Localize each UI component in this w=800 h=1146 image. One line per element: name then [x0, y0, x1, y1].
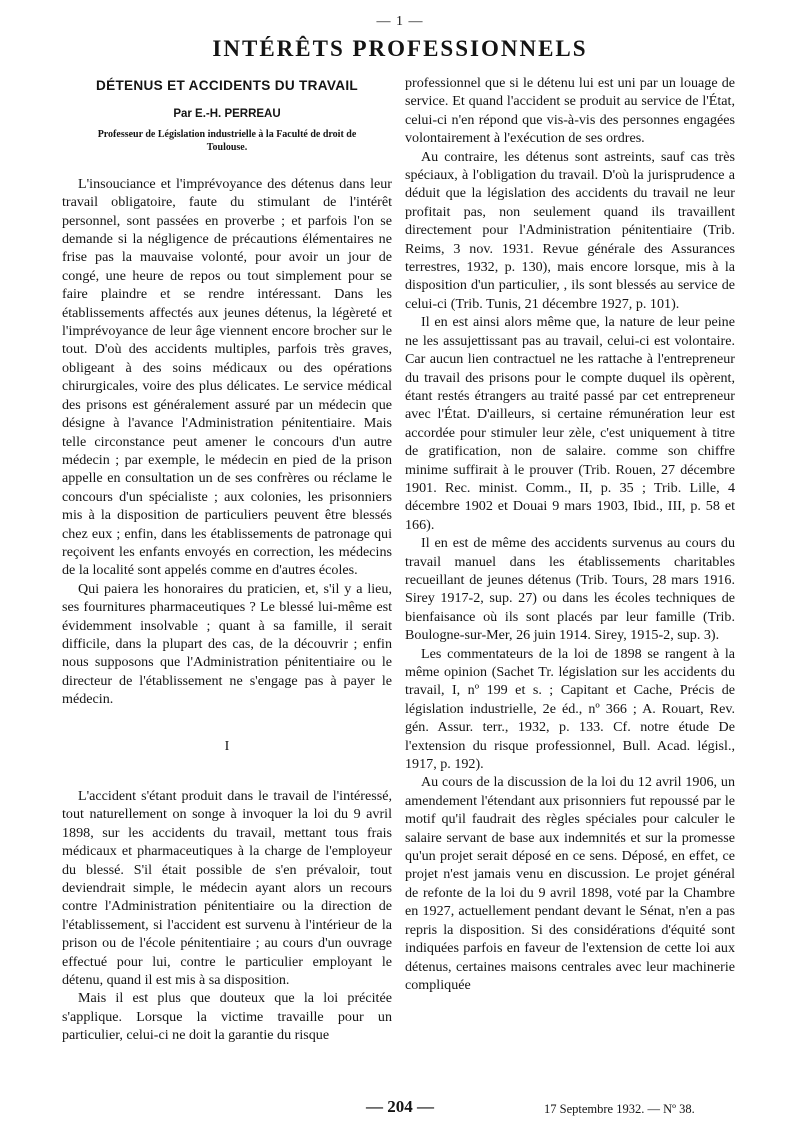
right-column [405, 74, 735, 994]
paragraph: Il en est ainsi alors même que, la nature de leur peine ne les assujettissant pas au travail, celui-ci est volontaire. Car aucun lien contractuel ne les rattache à l'entrepreneur du travail des prisons pour le compte duquel ils opèrent, étant restés étrangers au traité passé par cet entrepreneur avec l'État. D'ailleurs, si certaine rémunération leur est accordée pour stimuler leur zèle, c'est uniquement à titre de gratification, non de salaire. comme son chiffre minime suffirait à le prouver (Trib. Rouen, 27 décembre 1901. Rec. minist. Comm., II, p. 35 ; Trib. Lille, 4 décembre 1902 et Douai 9 mars 1903, Ibid., III, p. 58 et 166). [405, 314, 735, 533]
byline: Par E.-H. PERREAU [173, 108, 281, 121]
paragraph: Au contraire, les détenus sont astreints, sauf cas très spéciaux, à l'obligation du travail. D'où la jurisprudence a déduit que la législation des accidents du travail ne leur profitait pas, non seulement quand ils travaillent directement pour l'Administration pénitentiaire (Trib. Reims, 3 nov. 1931. Revue générale des Assurances terrestres, 1932, p. 130), mais encore lorsque, mis à la disposition d'un particulier, , ils sont blessés au service de celui-ci (Trib. Tunis, 21 décembre 1927, p. 101). [405, 148, 735, 312]
paragraph: Qui paiera les honoraires du praticien, et, s'il y a lieu, ses fournitures pharmaceutiques ? Le blessé lui-même est évidemment insolvable ; quant à sa famille, il serait difficile, dans la plupart des cas, de la découvrir ; enfin nous supposons que l'Administration pénitentiaire ou le directeur de l'établissement ne s'engage pas à payer le médecin. [62, 580, 392, 708]
paragraph: Les commentateurs de la loi de 1898 se rangent à la même opinion (Sachet Tr. législation sur les accidents du travail, I, nº 199 et s. ; Capitant et Cache, Précis de législation industrielle, 2e éd., nº 366 ; A. Rouart, Rev. gén. Assur. terr., 1932, p. 133. Cf. notre étude De l'extension du risque professionnel, Bull. Acad. législ., 1917, p. 192). [405, 645, 735, 773]
issue-date: 17 Septembre 1932. — Nº 38. [544, 1102, 695, 1116]
page-number: — 204 — [366, 1097, 434, 1116]
section-heading: I [224, 738, 230, 754]
paragraph: professionnel que si le détenu lui est uni par un louage de service. Et quand l'accident se produit au service de l'État, celui-ci n'en répond que vis-à-vis des personnes engagées volontairement à l'exécution de ses ordres. [405, 75, 735, 147]
article-title: DÉTENUS ET ACCIDENTS DU TRAVAIL [95, 78, 359, 93]
author-affiliation: Professeur de Législation industrielle à la Faculté de droit de Toulouse. [97, 128, 357, 153]
paragraph: Au cours de la discussion de la loi du 12 avril 1906, un amendement l'étendant aux prisonniers fut repoussé par le motif qu'il faudrait des règles spéciales pour calculer le salaire servant de base aux indemnités et sur la promesse qu'un projet serait déposé en ce sens. Déposé, en effet, ce projet n'est jamais venu en discussion. Le projet général de refonte de la loi du 9 avril 1898, voté par la Chambre en 1927, actuellement pendant devant le Sénat, n'en a pas repris la disposition. Si des considérations d'équité sont indiquées parfois en faveur de l'extension de cette loi aux détenus, certaines maisons centrales avec leur machinerie compliquée [405, 774, 735, 993]
paragraph: Mais il est plus que douteux que la loi précitée s'applique. Lorsque la victime travaille pour un particulier, celui-ci ne doit la garantie du risque [62, 990, 392, 1044]
paragraph: L'insouciance et l'imprévoyance des détenus dans leur travail obligatoire, faute du stimulant de l'intérêt personnel, sont passées en proverbe ; et parfois l'on se demande si la négligence de précautions élémentaires ne frise pas la mauvaise volonté, pour avoir un jour de congé, une heure de repos ou tout simplement pour se faire plaindre et se rendre intéressant. Dans les établissements affectés aux jeunes détenus, la légèreté et l'imprévoyance de leur âge viennent encore brocher sur le tout. D'où des accidents multiples, parfois très graves, obligeant à des soins médicaux ou des opérations chirurgicales, voire des plus délicates. Le service médical des prisons est généralement assuré par un médecin que désigne à l'avance l'Administration pénitentiaire. Mais telle circonstance peut amener le concours d'un autre médecin ; par exemple, le médecin en pied de la prison appelle en consultation un de ses confrères ou réclame le concours d'un spécialiste ; aux colonies, les prisonniers mis à la disposition de particuliers peuvent être blessés chez eux ; enfin, dans les établissements de patronage qui reçoivent les enfants envoyés en correction, les médecins de la localité sont appelés comme en d'autres écoles. [62, 175, 392, 579]
paragraph: Il en est de même des accidents survenus au cours du travail manuel dans les établissements charitables recueillant de jeunes détenus (Trib. Tours, 28 mars 1916. Sirey 1917-2, sup. 27) ou dans les écoles techniques de bienfaisance où ils sont placés par leur famille (Trib. Boulogne-sur-Mer, 26 juin 1914. Sirey, 1915-2, sup. 3). [405, 535, 735, 644]
section-title: INTÉRÊTS PROFESSIONNELS [212, 36, 588, 61]
page-marker: — 1 — [376, 14, 424, 29]
left-column [62, 74, 392, 1045]
paragraph: L'accident s'étant produit dans le travail de l'intéressé, tout naturellement on songe à invoquer la loi du 9 avril 1898, sur les accidents du travail, mettant tous frais médicaux et pharmaceutiques à la charge de l'employeur du blessé. S'il était possible de s'en prévaloir, tout deviendrait simple, le médecin ayant alors un recours contre l'Administration pénitentiaire ou la direction de l'établissement, si l'accident est survenu à l'intérieur de la prison ou de l'école pénitentiaire ; au cours d'un ouvrage effectué pour lui, contre le particulier employant le détenu, quand il est mis à sa disposition. [62, 788, 392, 989]
